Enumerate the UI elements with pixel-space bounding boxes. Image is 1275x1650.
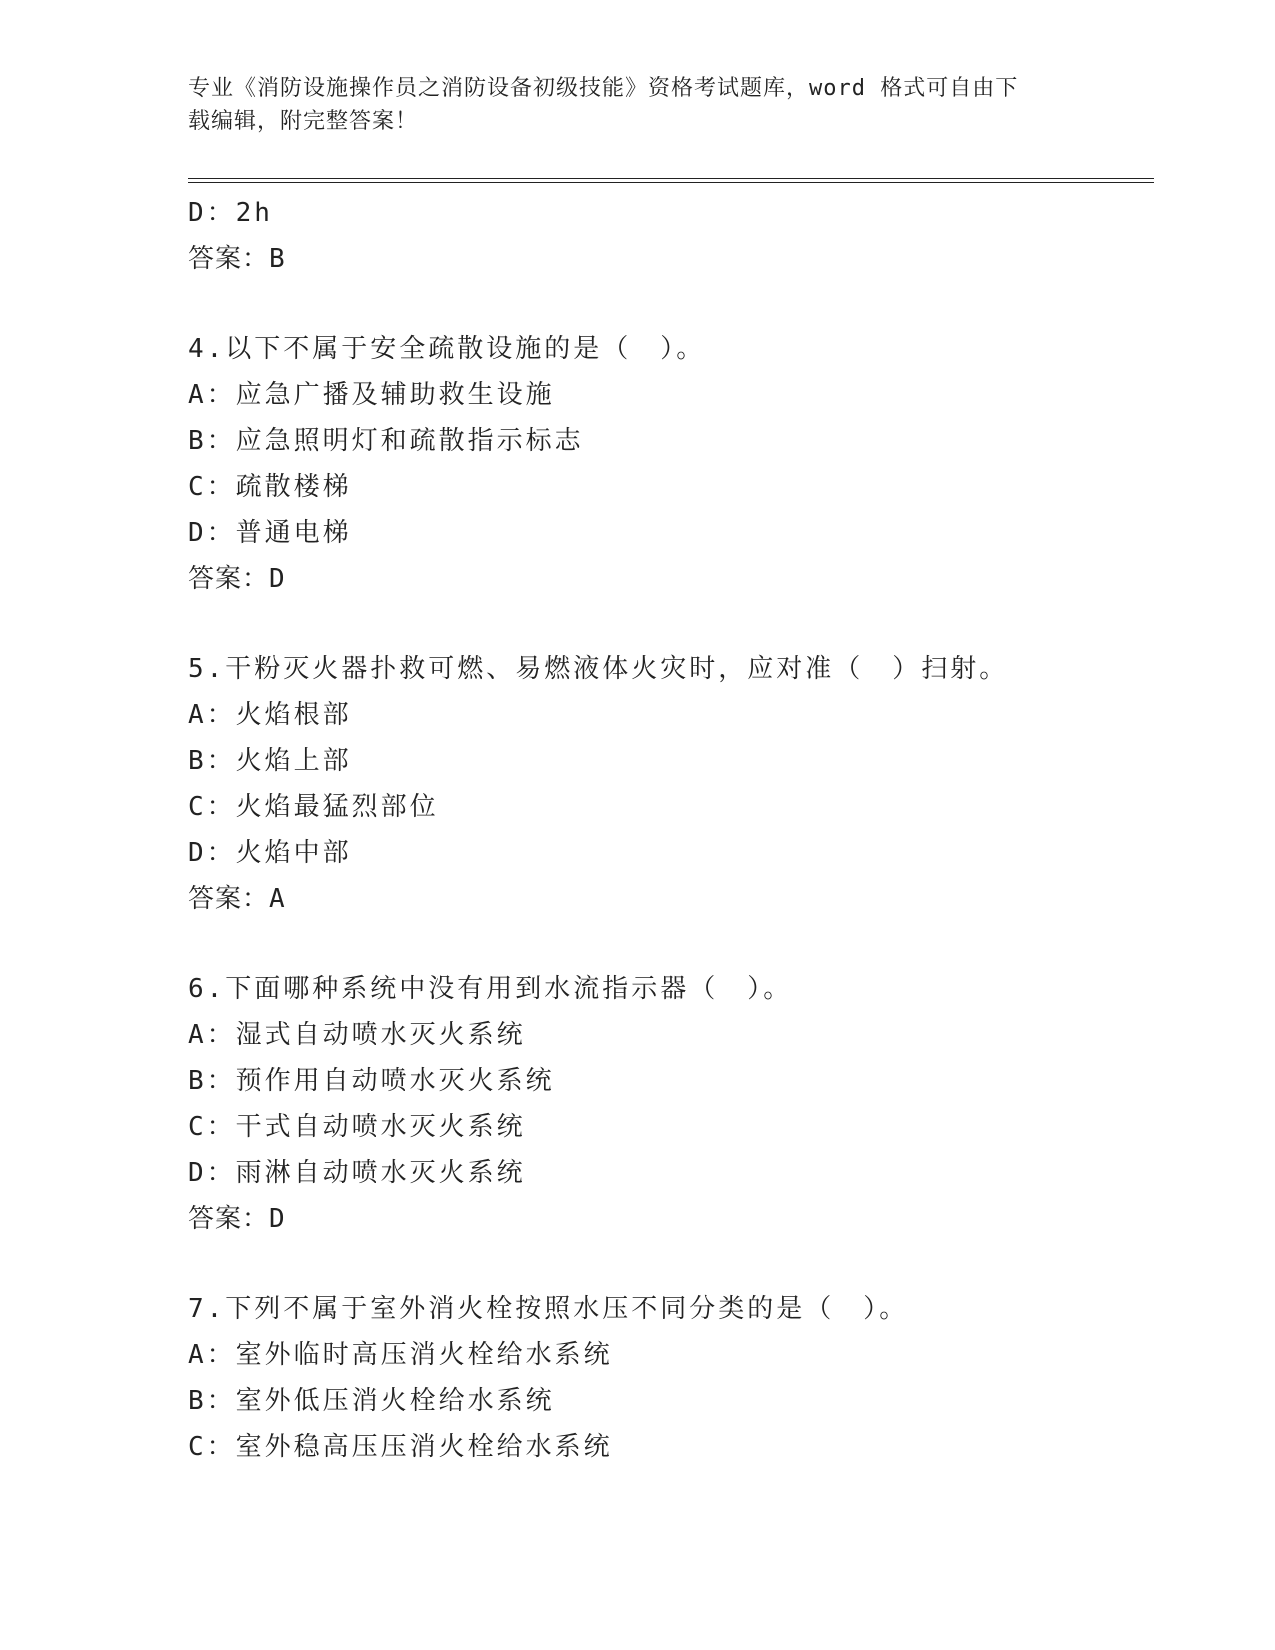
question-4-option-a: A：应急广播及辅助救生设施 [188,380,555,410]
spacer [188,602,1154,646]
question-list [188,190,1154,1470]
header-divider-top [188,178,1154,179]
question-7-option-b: B：室外低压消火栓给水系统 [188,1386,555,1416]
question-5-option-c: C：火焰最猛烈部位 [188,792,439,822]
question-6-answer: 答案：D [188,1204,286,1234]
header-divider-bottom [188,182,1154,183]
carryover-option-d: D：2h [188,198,273,228]
page-header [188,72,1088,138]
question-5-option-b: B：火焰上部 [188,746,352,776]
spacer [188,282,1154,326]
question-5-option-d: D：火焰中部 [188,838,352,868]
question-5-option-a: A：火焰根部 [188,700,352,730]
question-4-option-b: B：应急照明灯和疏散指示标志 [188,426,584,456]
question-6-option-c: C：干式自动喷水灭火系统 [188,1112,526,1142]
header-title-line-2: 载编辑，附完整答案！ [188,109,419,134]
question-5-answer: 答案：A [188,884,286,914]
question-6-option-d: D：雨淋自动喷水灭火系统 [188,1158,526,1188]
header-title-line-1: 专业《消防设施操作员之消防设备初级技能》资格考试题库，word 格式可自由下 [188,76,1019,101]
question-4-answer: 答案：D [188,564,286,594]
carryover-answer: 答案：B [188,244,286,274]
spacer [188,922,1154,966]
question-7-option-c: C：室外稳高压压消火栓给水系统 [188,1432,613,1462]
question-5-stem: 5.干粉灭火器扑救可燃、易燃液体火灾时，应对准（ ）扫射。 [188,654,1009,684]
question-6-stem: 6.下面哪种系统中没有用到水流指示器（ ）。 [188,974,793,1004]
question-4-option-d: D：普通电梯 [188,518,352,548]
spacer [188,1242,1154,1286]
question-4-stem: 4.以下不属于安全疏散设施的是（ ）。 [188,334,706,364]
question-4-option-c: C：疏散楼梯 [188,472,352,502]
question-7-option-a: A：室外临时高压消火栓给水系统 [188,1340,613,1370]
question-6-option-b: B：预作用自动喷水灭火系统 [188,1066,555,1096]
question-6-option-a: A：湿式自动喷水灭火系统 [188,1020,526,1050]
question-7-stem: 7.下列不属于室外消火栓按照水压不同分类的是（ ）。 [188,1294,909,1324]
